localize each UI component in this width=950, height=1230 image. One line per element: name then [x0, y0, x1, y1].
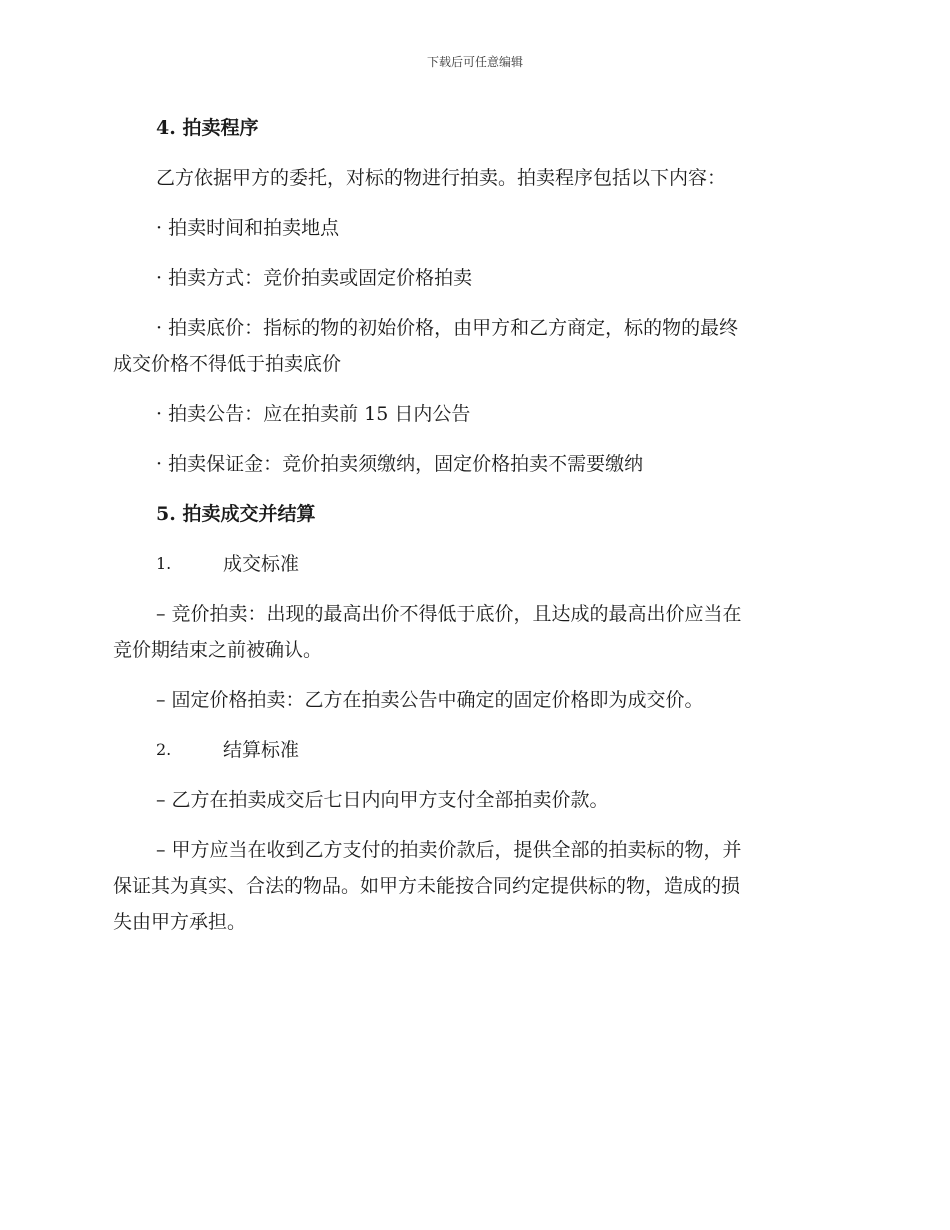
item-2-detail-2-line1: – 甲方应当在收到乙方支付的拍卖价款后，提供全部的拍卖标的物，并	[156, 839, 742, 861]
numbered-item-1	[113, 546, 835, 582]
section-4-title: 4. 拍卖程序	[156, 117, 259, 139]
item-1-detail-1-line1: – 竞价拍卖：出现的最高出价不得低于底价，且达成的最高出价应当在	[156, 603, 742, 625]
bullet-reserve-price-line1: · 拍卖底价：指标的物的初始价格，由甲方和乙方商定，标的物的最终	[156, 317, 739, 339]
numbered-item-2	[113, 732, 835, 768]
document-body	[113, 110, 835, 940]
item-1-number: 1.	[156, 554, 172, 573]
bullet-method: · 拍卖方式：竞价拍卖或固定价格拍卖	[156, 267, 473, 289]
section-5-title: 5. 拍卖成交并结算	[156, 503, 316, 525]
section-4-intro: 乙方依据甲方的委托，对标的物进行拍卖。拍卖程序包括以下内容：	[156, 167, 727, 189]
bullet-notice: · 拍卖公告：应在拍卖前 15 日内公告	[156, 403, 471, 425]
bullet-time-place: · 拍卖时间和拍卖地点	[156, 217, 340, 239]
page-header: 下载后可任意编辑	[426, 55, 523, 69]
item-2-detail-2-line3: 失由甲方承担。	[113, 911, 247, 933]
item-1-detail-1-line2: 竞价期结束之前被确认。	[113, 639, 323, 661]
item-1-label: 成交标准	[223, 553, 300, 575]
item-2-number: 2.	[156, 740, 172, 759]
bullet-reserve-price-line2: 成交价格不得低于拍卖底价	[113, 353, 342, 375]
item-1-detail-2: – 固定价格拍卖：乙方在拍卖公告中确定的固定价格即为成交价。	[156, 689, 704, 711]
item-2-detail-2-line2: 保证其为真实、合法的物品。如甲方未能按合同约定提供标的物，造成的损	[113, 875, 741, 897]
item-2-label: 结算标准	[223, 739, 300, 761]
bullet-deposit: · 拍卖保证金：竞价拍卖须缴纳，固定价格拍卖不需要缴纳	[156, 453, 644, 475]
item-2-detail-1: – 乙方在拍卖成交后七日内向甲方支付全部拍卖价款。	[156, 789, 609, 811]
